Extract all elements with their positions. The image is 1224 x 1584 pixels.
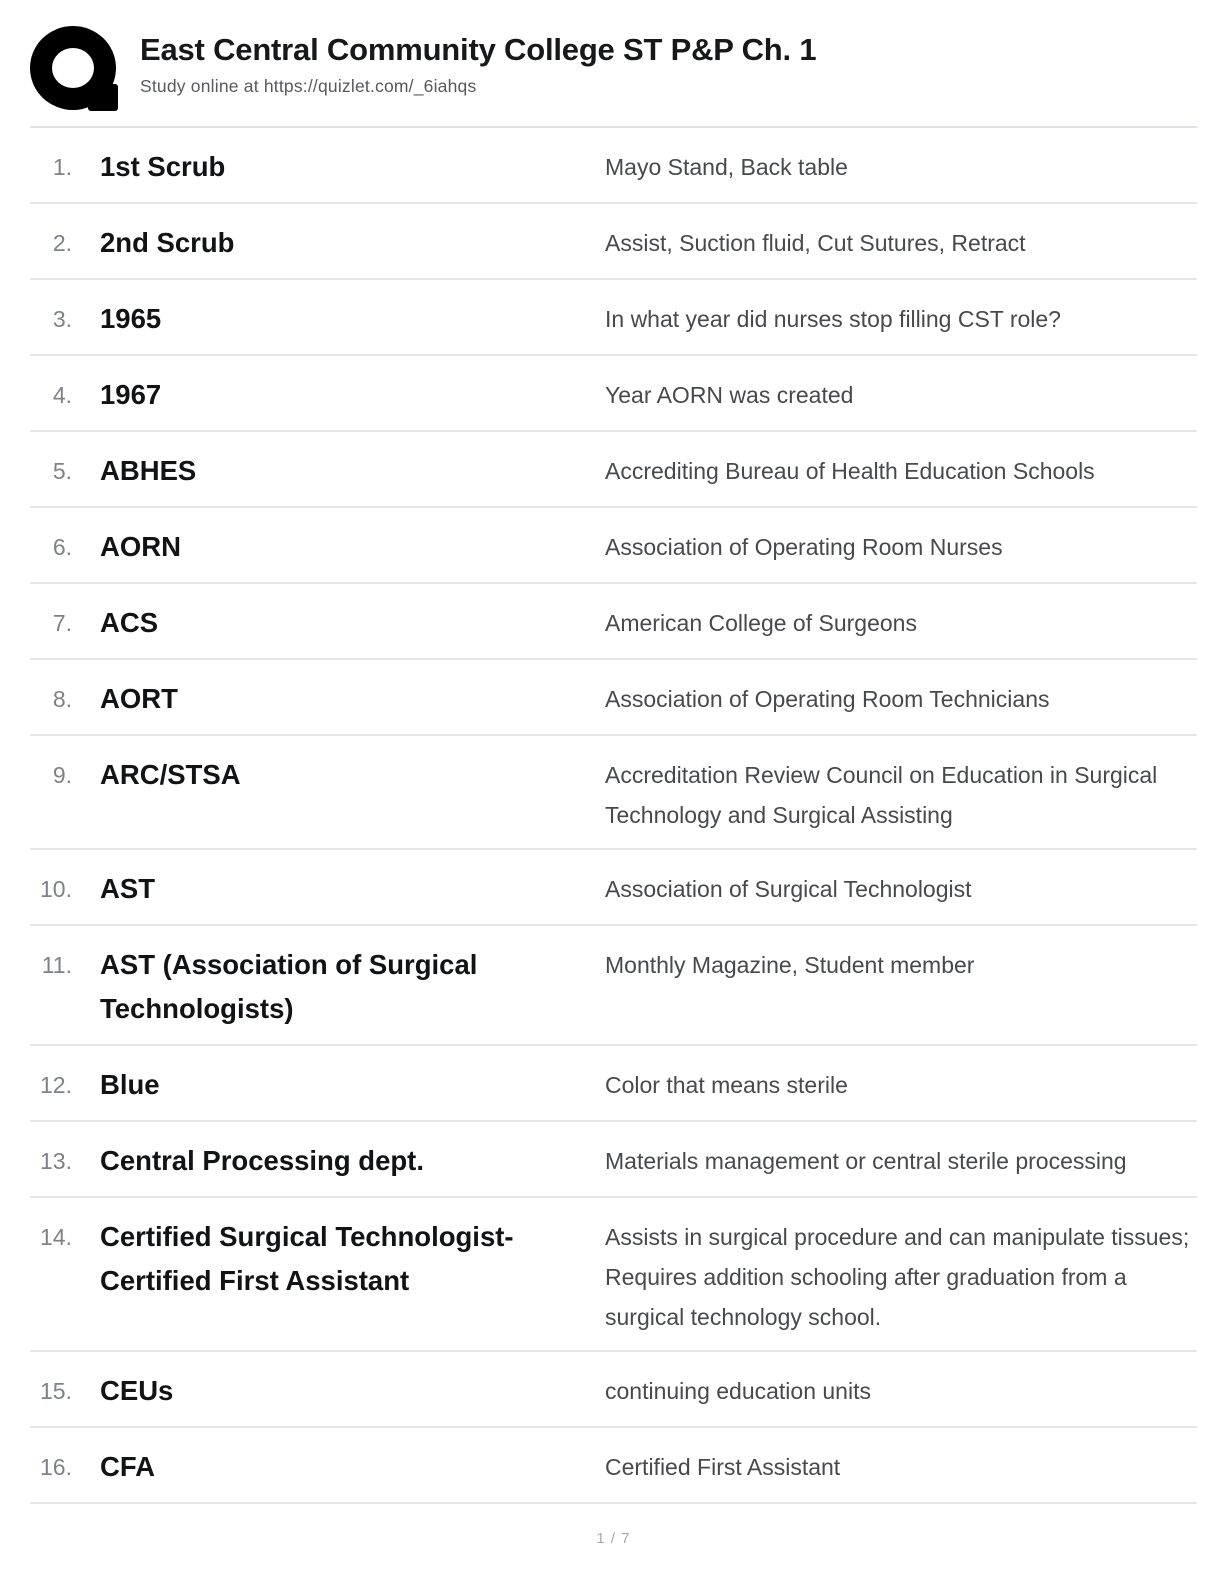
card-number: 8. (52, 686, 72, 712)
card-number: 15. (40, 1378, 72, 1404)
card-number: 4. (52, 382, 72, 408)
card-row (30, 584, 1197, 660)
card-term: AORN (100, 531, 181, 562)
card-number: 7. (52, 610, 72, 636)
card-row (30, 280, 1197, 356)
card-row (30, 356, 1197, 432)
card-number: 10. (40, 876, 72, 902)
card-term: CFA (100, 1451, 155, 1482)
card-list (30, 128, 1197, 1504)
card-number: 13. (40, 1148, 72, 1174)
card-number: 12. (40, 1072, 72, 1098)
card-definition: American College of Surgeons (605, 610, 917, 636)
card-term: AST (100, 873, 155, 904)
card-row (30, 660, 1197, 736)
card-definition: Accrediting Bureau of Health Education Schools (605, 458, 1095, 484)
card-row (30, 850, 1197, 926)
study-online-link[interactable]: Study online at https://quizlet.com/_6iahqs (140, 75, 477, 96)
card-definition: Materials management or central sterile processing (605, 1148, 1127, 1174)
card-definition: Year AORN was created (605, 382, 854, 408)
card-definition: Mayo Stand, Back table (605, 154, 848, 180)
card-number: 2. (52, 230, 72, 256)
quizlet-q-logo-icon (30, 26, 119, 112)
card-definition: Association of Operating Room Technicians (605, 686, 1050, 712)
card-term: AORT (100, 683, 178, 714)
footer (30, 1530, 1197, 1547)
card-number: 1. (52, 154, 72, 180)
card-definition: Association of Surgical Technologist (605, 876, 972, 902)
card-term: ARC/STSA (100, 759, 241, 790)
card-definition: Association of Operating Room Nurses (605, 534, 1003, 560)
card-term: Blue (100, 1069, 160, 1100)
card-number: 16. (40, 1454, 72, 1480)
card-row (30, 1198, 1197, 1352)
card-term: Central Processing dept. (100, 1145, 424, 1176)
card-term: ACS (100, 607, 159, 638)
card-row (30, 736, 1197, 850)
card-row (30, 432, 1197, 508)
card-term: AST (Association of Surgical Technologists) (100, 949, 478, 1024)
card-number: 14. (40, 1224, 72, 1250)
card-number: 11. (41, 952, 72, 978)
card-term: 2nd Scrub (100, 227, 235, 258)
card-row (30, 1122, 1197, 1198)
card-definition: Color that means sterile (605, 1072, 848, 1098)
card-number: 3. (52, 306, 72, 332)
card-row (30, 204, 1197, 280)
header (30, 26, 1197, 128)
card-definition: Certified First Assistant (605, 1454, 841, 1480)
page-number: 1 / 7 (596, 1530, 631, 1547)
card-definition: Accreditation Review Council on Education in Surgical Technology and Surgical Assisting (605, 762, 1158, 828)
card-definition: continuing education units (605, 1378, 871, 1404)
logo-tail (88, 84, 118, 111)
card-row (30, 1046, 1197, 1122)
card-definition: Assists in surgical procedure and can manipulate tissues; Requires addition schooling after graduation from a surgical technology school. (605, 1224, 1190, 1330)
page-title: East Central Community College ST P&P Ch. 1 (140, 32, 817, 67)
card-number: 6. (52, 534, 72, 560)
card-term: ABHES (100, 455, 197, 486)
card-definition: Monthly Magazine, Student member (605, 952, 975, 978)
card-row (30, 508, 1197, 584)
card-number: 9. (52, 762, 72, 788)
card-row (30, 1428, 1197, 1504)
card-term: 1st Scrub (100, 151, 226, 182)
card-number: 5. (52, 458, 72, 484)
card-row (30, 926, 1197, 1046)
card-term: 1965 (100, 303, 162, 334)
card-row (30, 128, 1197, 204)
card-definition: In what year did nurses stop filling CST role? (605, 306, 1061, 332)
card-term: CEUs (100, 1375, 174, 1406)
card-row (30, 1352, 1197, 1428)
card-term: 1967 (100, 379, 162, 410)
card-term: Certified Surgical Technologist-Certified First Assistant (100, 1221, 514, 1296)
card-definition: Assist, Suction fluid, Cut Sutures, Retract (605, 230, 1026, 256)
header-text (140, 26, 816, 97)
